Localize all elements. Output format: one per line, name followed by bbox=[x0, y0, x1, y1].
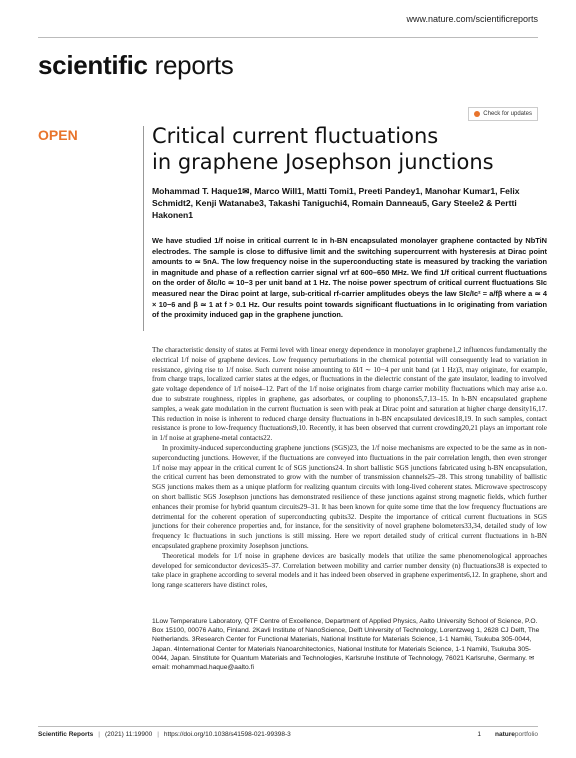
author-list: Mohammad T. Haque1✉, Marco Will1, Matti Tomi1, Preeti Pandey1, Manohar Kumar1, Felix Schmidt2, Kenji Watanabe3, Takashi Taniguchi4, Romain Danneau5, Gary Steele2 & Pertti Hakonen1 bbox=[152, 186, 520, 220]
publisher-light: portfolio bbox=[514, 731, 538, 738]
title-line-2: in graphene Josephson junctions bbox=[152, 150, 494, 174]
article-body bbox=[152, 346, 547, 591]
journal-url[interactable]: www.nature.com/scientificreports bbox=[406, 14, 538, 24]
check-for-updates-label: Check for updates bbox=[483, 111, 532, 117]
body-paragraph-1: The characteristic density of states at Fermi level with linear energy dependence in monolayer graphene1,2 influences fundamentally the electrical 1/f noise of graphene devices. Low frequency perturbations in the chemical potential will consequently lead to variation in resistance, giving rise to 1/f noise. Such current noise amounting to δI/I ∼ 10−4 per unit band (at 1 Hz)3, may originate, for example, from charge traps, localized carrier states at the edges, or fluctuations in the dielectric constant of the gate insulator, leading to involved gate voltage dependence of 1/f noise4–12. Part of the 1/f noise originates from charge carrier mobility fluctuations which may arise a.o. due to substrate roughness, ripples in graphene, gas adsorbates, or coupling to phonons5,7,13–15. In h-BN encapsulated graphene samples, a weak gate modulation in the current fluctuation is seen with peak at Dirac point and saturation at higher charge density16,17. This reduction in noise is inherent to reduced charge density fluctuations in h-BN encapsulated devices18,19. In such samples, contact resistance is prone to low-frequency fluctuations9,10. Recently, it has been observed that current crowding20,21 plays an important role in 1/f noise at graphene-metal contacts22. bbox=[152, 346, 547, 443]
affiliations: 1Low Temperature Laboratory, QTF Centre of Excellence, Department of Applied Physics, Aalto University School of Science, P.O. Box 15100, 00076 Aalto, Finland. 2Kavli Institute of NanoScience, Delft University of Technology, Lorentzweg 1, 2628 CJ Delft, The Netherlands. 3Research Center for Functional Materials, National Institute for Materials Science, 1-1 Namiki, Tsukuba 305-0044, Japan. 4International Center for Materials Nanoarchitectonics, National Institute for Materials Science, 1-1 Namiki, Tsukuba 305-0044, Japan. 5Institute for Quantum Materials and Technologies, Karlsruhe Institute of Technology, 76021 Karlsruhe, Germany. ✉email: mohammad.haque@aalto.fi bbox=[152, 618, 540, 672]
doi-link[interactable]: https://doi.org/10.1038/s41598-021-99398-3 bbox=[163, 731, 291, 738]
title-divider bbox=[143, 126, 144, 331]
footer-citation: (2021) 11:19900 bbox=[104, 731, 153, 738]
page-number: 1 bbox=[477, 731, 481, 738]
crossmark-icon bbox=[474, 111, 480, 117]
nature-portfolio-logo bbox=[495, 731, 538, 738]
journal-logo[interactable] bbox=[38, 50, 233, 81]
body-paragraph-2: In proximity-induced superconducting graphene junctions (SGS)23, the 1/f noise mechanisms are expected to be the same as in non-superconducting junctions. However, if the fluctuations are conveyed into fluctuations in the pair correlation length, then even stronger 1/f noise may appear in the critical current Ic of SGS junctions24. In short ballistic SGS junctions fabricated using h-BN encapsulation, the critical current has been demonstrated to grow with the number of transmission channels25–28. This strong tunability of ballistic SGS junctions makes them as a unique platform for realizing quantum circuits with long-lived coherent states. Microwave spectroscopy on short ballistic SGS Josephson junctions has demonstrated resilience of these junctions against strong magnetic fields, which further enhances their promise for hybrid quantum circuits29–31. It has been known for quite some time that the low frequency fluctuations are detrimental for the coherent operation of superconducting qubits32. Despite the importance of critical current fluctuations in SGS junctions for their coherence properties and, for instance, for the sensitivity of novel graphene bolometers33,34, detailed study of low frequency Ic fluctuations in such junctions is still missing. Here we report detailed study of critical current fluctuations in h-BN encapsulated graphene proximity Josephson junctions. bbox=[152, 443, 547, 550]
footer-divider bbox=[38, 726, 538, 727]
open-access-label: OPEN bbox=[38, 127, 78, 143]
page-footer: Scientific Reports | (2021) 11:19900 | https://doi.org/10.1038/s41598-021-99398-3 1 natureportfolio bbox=[38, 731, 538, 738]
abstract: We have studied 1/f noise in critical current Ic in h-BN encapsulated monolayer graphene contacted by NbTiN electrodes. The sample is close to diffusive limit and the switching supercurrent with hysteresis at Dirac point amounts to ≃ 5nA. The low frequency noise in the superconducting state is measured by tracking the variation in magnitude and phase of a reflection carrier signal vrf at 600–650 MHz. We find 1/f critical current fluctuations on the order of δIc/Ic ≃ 10−3 per unit band at 1 Hz. The noise power spectrum of critical current fluctuations SIc measured near the Dirac point at large, sub-critical rf-carrier amplitudes obeys the law SIc/Ic² = a/fβ where a ≃ 4 × 10−6 and β ≃ 1 at f > 0.1 Hz. Our results point towards significant fluctuations in Ic originating from variation of the proximity induced gap in the graphene junction. bbox=[152, 236, 547, 320]
brand-light: reports bbox=[154, 50, 234, 80]
body-paragraph-3: Theoretical models for 1/f noise in graphene devices are basically models that utilize the same phenomenological approaches developed for semiconductor devices35–37. Correlation between mobility and carrier number density (n) fluctuations38 is expected to take place in graphene according to several models and it has indeed been observed in graphene experiments6,12. In graphene, short and long range scatterers have distinct roles, bbox=[152, 551, 547, 590]
header-divider bbox=[38, 37, 538, 38]
title-line-1: Critical current fluctuations bbox=[152, 124, 439, 148]
check-for-updates-button[interactable] bbox=[468, 107, 538, 121]
publisher-bold: nature bbox=[495, 731, 515, 738]
footer-journal: Scientific Reports bbox=[38, 731, 94, 738]
brand-bold: scientific bbox=[38, 50, 148, 80]
article-title bbox=[152, 123, 542, 175]
